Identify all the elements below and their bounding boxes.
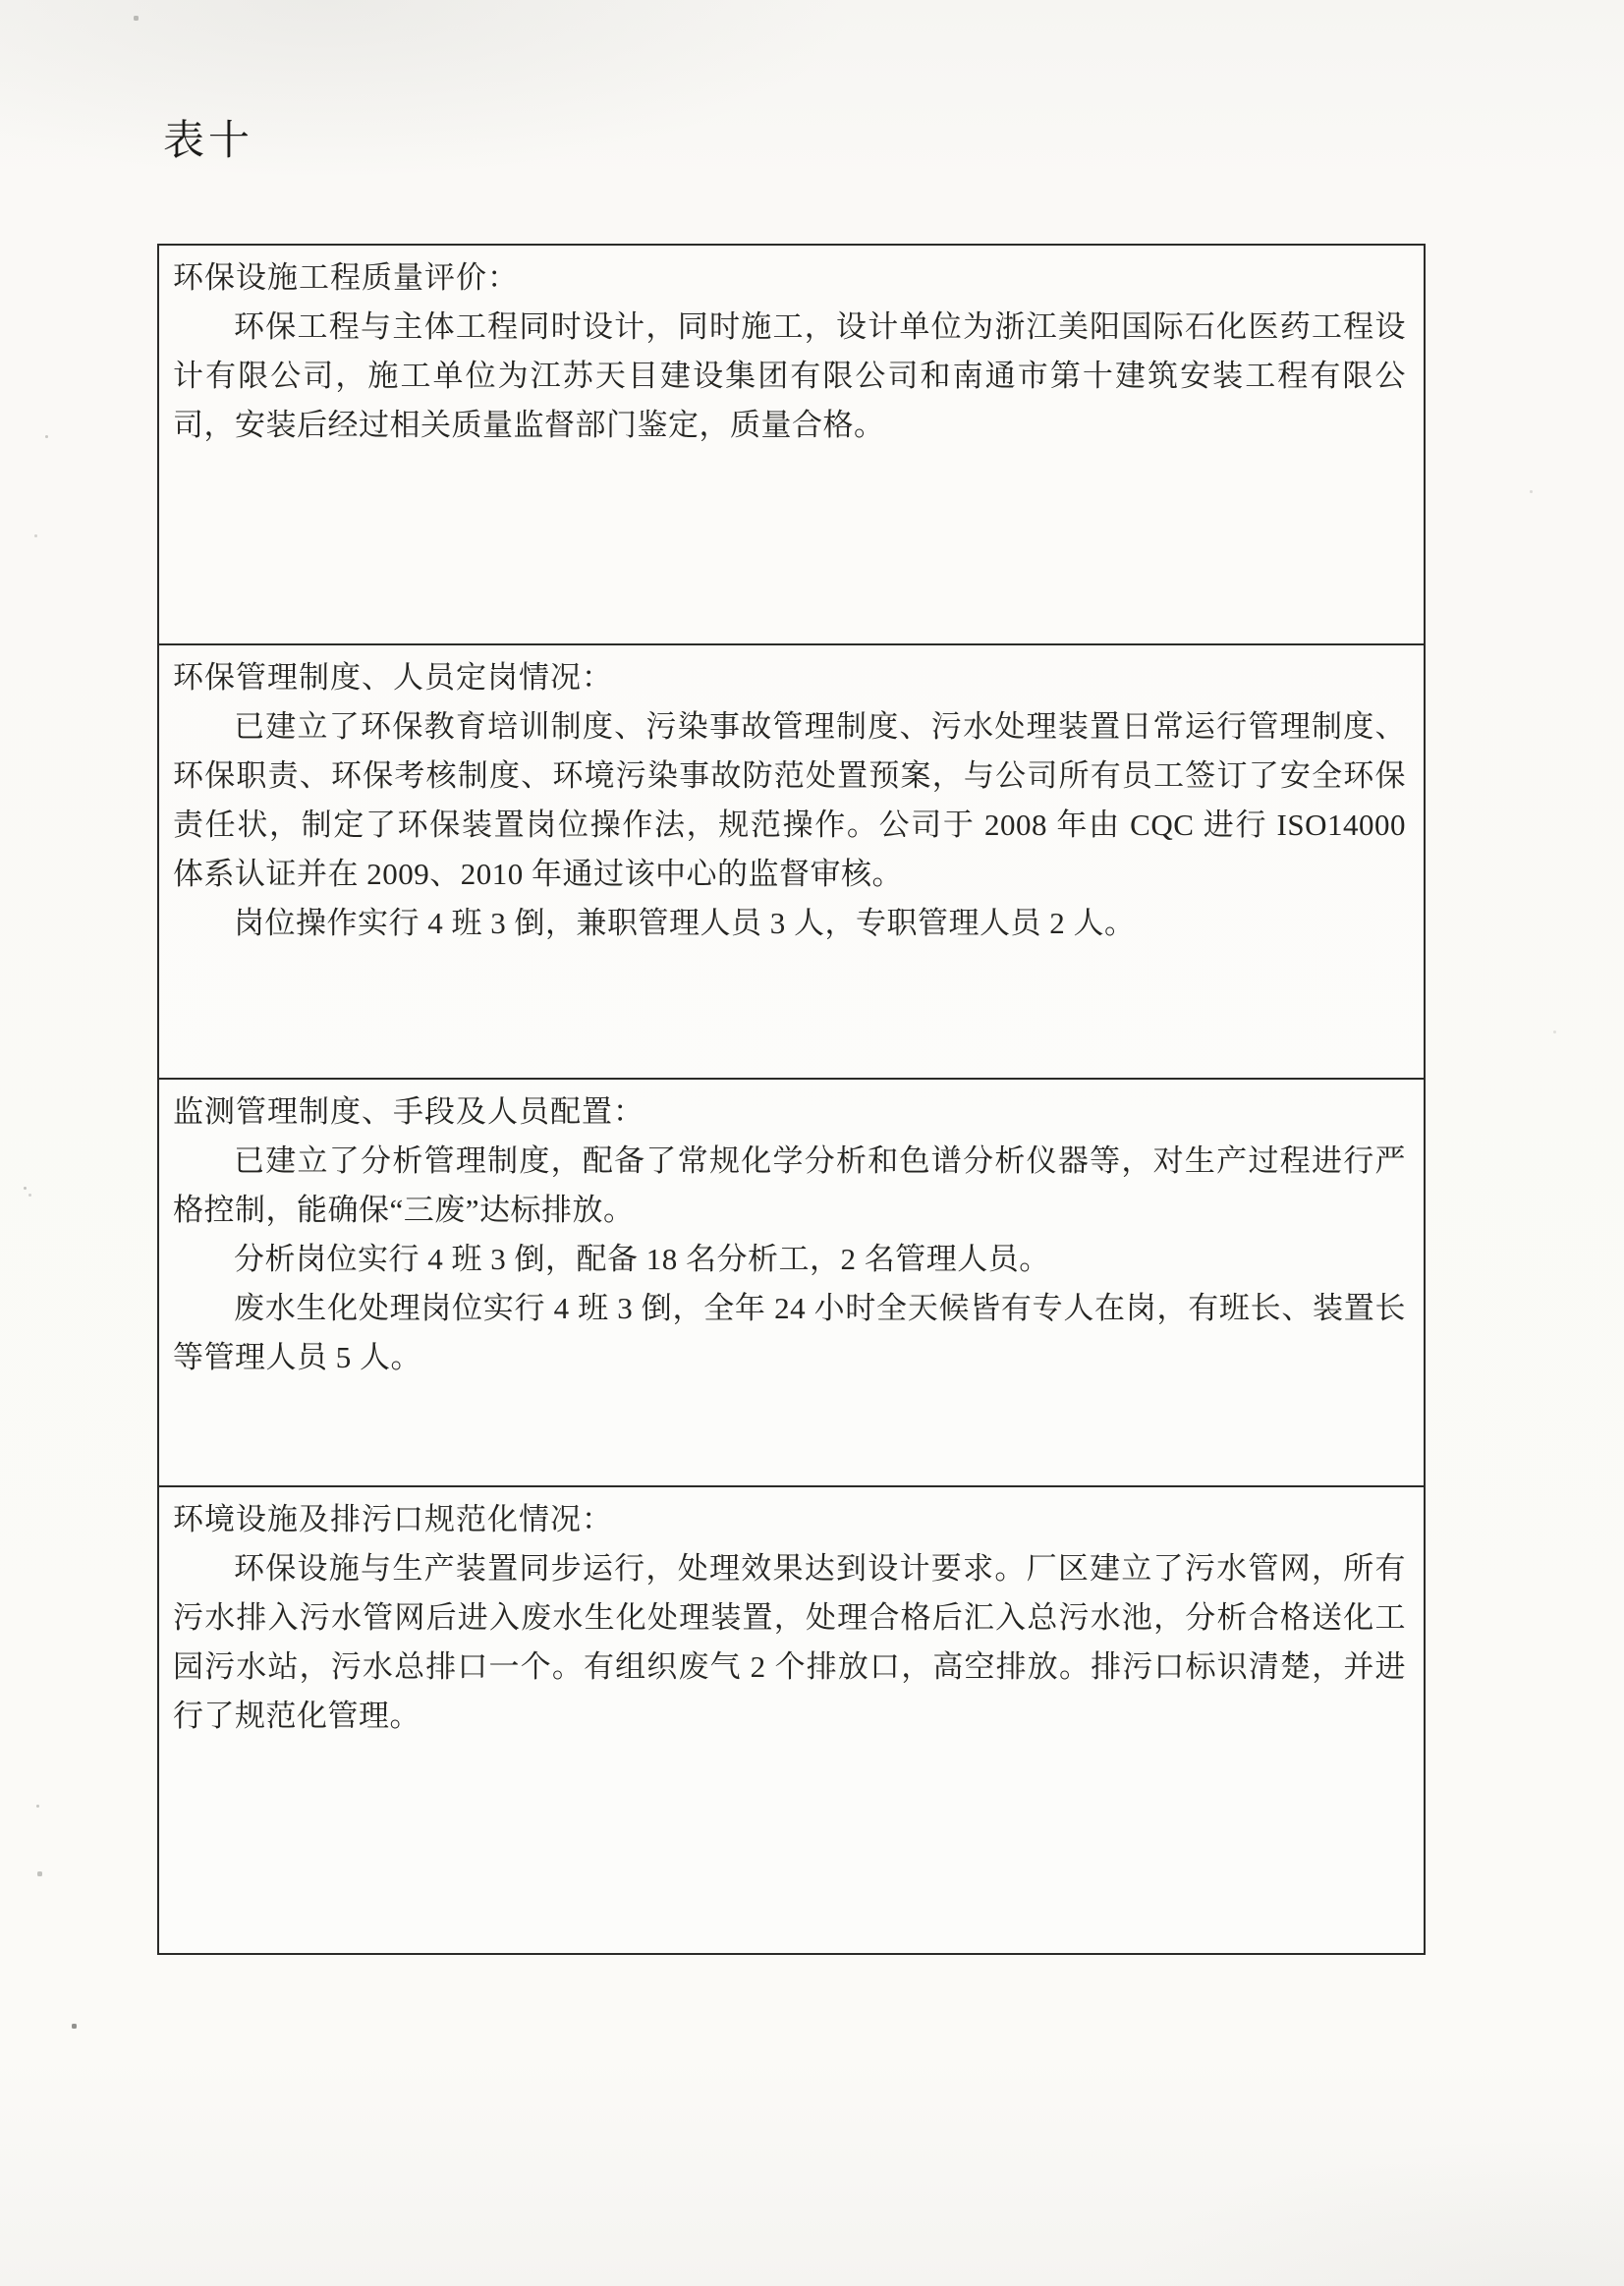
- section-heading: 监测管理制度、手段及人员配置：: [173, 1094, 644, 1129]
- section-management-system: [159, 643, 1424, 1078]
- evaluation-table: [157, 244, 1426, 1955]
- section-heading: 环境设施及排污口规范化情况：: [173, 1502, 613, 1536]
- page-title: 表十: [163, 119, 254, 164]
- scan-artifacts: [0, 0, 1, 1]
- section-heading: 环保管理制度、人员定岗情况：: [173, 660, 613, 695]
- section-paragraph: 环保工程与主体工程同时设计，同时施工，设计单位为浙江美阳国际石化医药工程设计有限公司，施工单位为江苏天目建设集团有限公司和南通市第十建筑安装工程有限公司，安装后经过相关质量监督部门鉴定，质量合格。: [173, 309, 1406, 442]
- section-outlet-standardization: [159, 1485, 1424, 1953]
- section-paragraph: 分析岗位实行 4 班 3 倒，配备 18 名分析工，2 名管理人员。: [234, 1242, 1050, 1276]
- section-paragraph: 已建立了分析管理制度，配备了常规化学分析和色谱分析仪器等，对生产过程进行严格控制，能确保“三废”达标排放。: [173, 1143, 1406, 1227]
- section-paragraph: 已建立了环保教育培训制度、污染事故管理制度、污水处理装置日常运行管理制度、环保职责、环保考核制度、环境污染事故防范处置预案，与公司所有员工签订了安全环保责任状，制定了环保装置岗位操作法，规范操作。公司于 2008 年由 CQC 进行 ISO14000 体系认证并在 2009、2010 年通过该中心的监督审核。: [173, 709, 1406, 891]
- section-paragraph: 废水生化处理岗位实行 4 班 3 倒，全年 24 小时全天候皆有专人在岗，有班长、装置长等管理人员 5 人。: [173, 1291, 1406, 1374]
- section-paragraph: 岗位操作实行 4 班 3 倒，兼职管理人员 3 人，专职管理人员 2 人。: [234, 906, 1136, 940]
- section-construction-quality: [159, 246, 1424, 643]
- section-paragraph: 环保设施与生产装置同步运行，处理效果达到设计要求。厂区建立了污水管网，所有污水排入污水管网后进入废水生化处理装置，处理合格后汇入总污水池，分析合格送化工园污水站，污水总排口一个。有组织废气 2 个排放口，高空排放。排污口标识清楚，并进行了规范化管理。: [173, 1551, 1406, 1733]
- section-monitoring-system: [159, 1078, 1424, 1485]
- section-heading: 环保设施工程质量评价：: [173, 260, 519, 295]
